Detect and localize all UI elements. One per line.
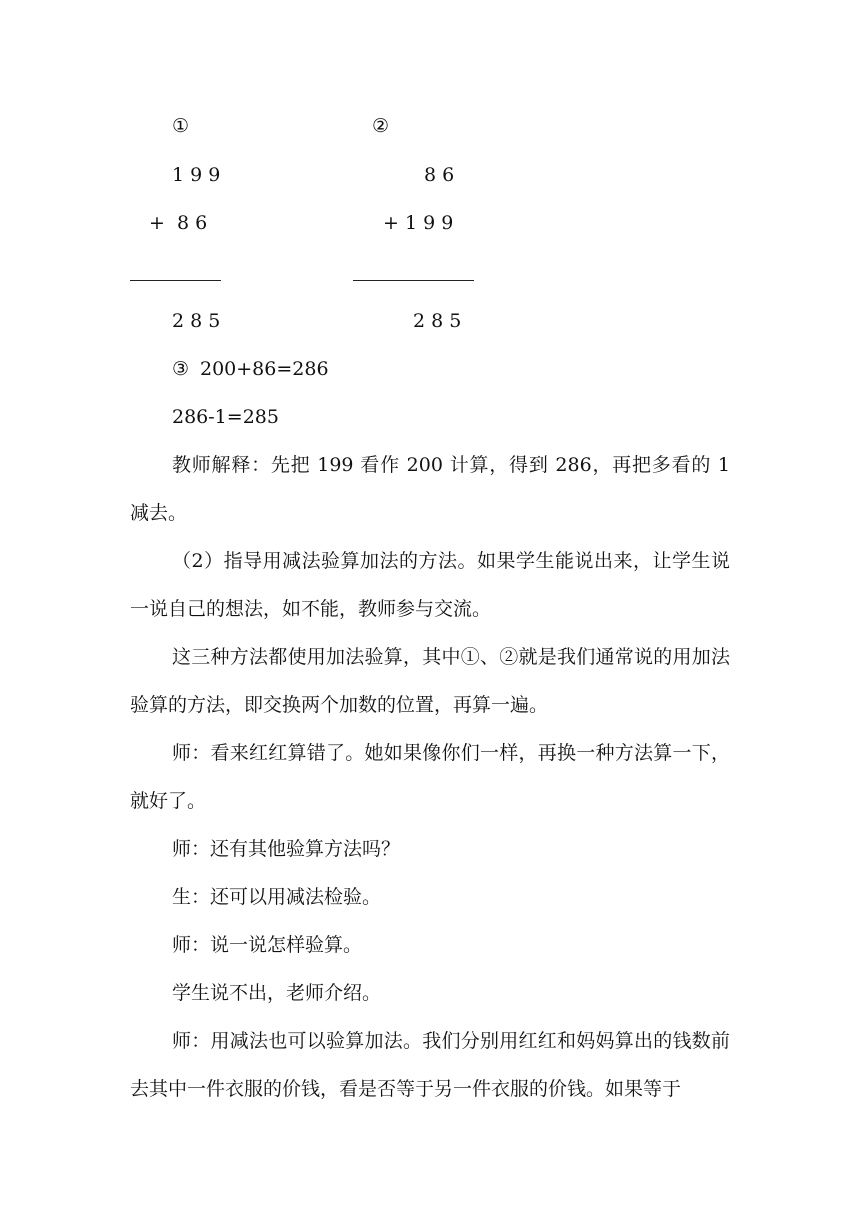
method-3-label: ③ [172,358,190,380]
method-3-equation-2: 286-1=285 [172,406,279,428]
paragraph-teacher-subtraction: 师：用减法也可以验算加法。我们分别用红红和妈妈算出的钱数前去其中一件衣服的价钱，看是否等于另一件衣服的价钱。如果等于 [130,1030,730,1100]
method-2-label: ② [372,115,390,137]
method-1-label: ① [172,115,190,137]
method-1-sum-line [130,280,221,281]
paragraph-teacher-prompt: 师：说一说怎样验算。 [172,934,363,956]
method-1-result: 2 8 5 [172,310,221,332]
paragraph-teacher-explanation: 教师解释：先把 199 看作 200 计算，得到 286，再把多看的 1 减去。 [130,454,730,524]
paragraph-student-silent: 学生说不出，老师介绍。 [172,982,382,1004]
paragraph-subtraction-guidance: （2）指导用减法验算加法的方法。如果学生能说出来，让学生说一说自己的想法，如不能，教师参与交流。 [130,550,730,620]
method-2-addend-1: 8 6 [424,164,455,186]
paragraph-teacher-question: 师：还有其他验算方法吗？ [172,838,401,860]
method-2-addend-2: + 1 9 9 [383,212,454,234]
method-3-equation-1: 200+86=286 [200,358,329,380]
paragraph-student-answer: 生：还可以用减法检验。 [172,886,382,908]
paragraph-teacher-mistake: 师：看来红红算错了。她如果像你们一样，再换一种方法算一下，就好了。 [130,742,730,812]
method-1-addend-2: + 8 6 [149,212,208,234]
method-2-result: 2 8 5 [413,310,462,332]
method-2-sum-line [353,280,474,281]
paragraph-three-methods: 这三种方法都使用加法验算，其中①、②就是我们通常说的用加法验算的方法，即交换两个加数的位置，再算一遍。 [130,646,730,716]
method-1-addend-1: 1 9 9 [172,164,221,186]
